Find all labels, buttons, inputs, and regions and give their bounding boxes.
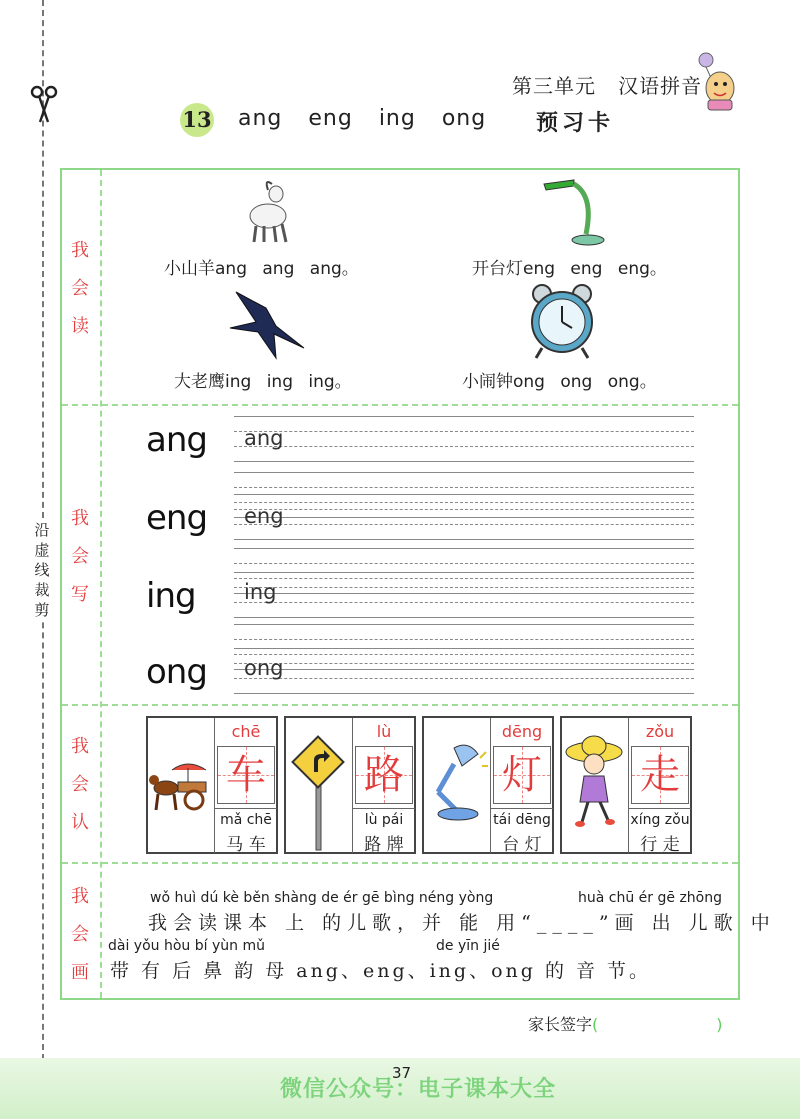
horse-cart-icon [148,718,214,852]
section-divider [62,404,738,406]
character-card [422,716,554,854]
instruction-line: 带 有 后 鼻 韵 母 ang、eng、ing、ong 的 音 节。 [110,960,652,982]
lesson-number: 13 [180,103,214,137]
char-pinyin: chē [231,722,261,741]
walking-girl-icon [562,718,628,852]
word-pinyin: mǎ chē [220,812,272,828]
writing-lines [234,416,694,462]
word: 马 车 [226,835,266,855]
scissors-icon [28,84,60,124]
writing-lines [234,494,694,540]
mascot-icon [694,50,740,112]
model-pinyin: ong [146,652,207,692]
model-pinyin: ang [146,420,207,460]
character: 灯 [502,752,542,798]
section-label-draw: 我 会 画 [71,886,89,983]
card-title: 预习卡 [536,111,615,136]
writing-lines [234,648,694,694]
word: 行 走 [640,835,680,855]
model-pinyin: ing [146,576,196,616]
character: 走 [640,752,680,798]
model-pinyin: eng [146,498,208,538]
cut-instruction: 沿 虚 线 裁 剪 [30,520,54,620]
pinyin-annotation: huà chū ér gē zhōng [578,890,722,906]
instruction-line: 我会读课本 上 的儿歌，并 能 用“____”画 出 儿歌 中 [148,912,776,934]
pinyin-annotation: de yīn jié [436,938,500,954]
read-item: 小山羊ang ang ang。 [164,259,359,279]
alarm-clock-icon [520,280,604,362]
read-item: 开台灯eng eng eng。 [472,259,667,279]
word: 路 牌 [364,835,404,855]
page-number: 37 [392,1064,412,1082]
goat-icon [242,178,298,246]
trace-pinyin: ing [244,580,277,604]
char-pinyin: lù [376,722,392,741]
lesson-title: ang eng ing ong [238,106,487,131]
section-label-recognize: 我 会 认 [71,736,89,833]
char-pinyin: dēng [501,722,543,741]
road-sign-icon [286,718,352,852]
read-item: 小闹钟ong ong ong。 [462,372,657,392]
trace-pinyin: eng [244,504,284,528]
footer-watermark: 微信公众号：电子课本大全 [280,1077,557,1102]
pinyin-annotation: dài yǒu hòu bí yùn mǔ [108,938,265,954]
word-pinyin: lù pái [364,812,404,828]
word: 台 灯 [502,835,542,855]
section-divider [62,704,738,706]
section-divider [62,862,738,864]
section-label-read: 我 会 读 [71,240,89,337]
section-label-write: 我 会 写 [71,508,89,605]
character-card [146,716,278,854]
parent-signature[interactable]: 家长签字( ) [528,1015,723,1034]
character: 路 [364,752,404,798]
writing-lines [234,572,694,618]
word-pinyin: tái dēng [493,812,551,828]
character: 车 [226,752,266,798]
trace-pinyin: ang [244,426,284,450]
lamp-icon [424,718,490,852]
character-card [284,716,416,854]
trace-pinyin: ong [244,656,284,680]
read-item: 大老鹰ing ing ing。 [174,372,352,392]
unit-title: 第三单元 汉语拼音 [512,74,703,98]
label-column-divider [100,170,102,998]
character-card [560,716,692,854]
word-pinyin: xíng zǒu [630,812,690,828]
pinyin-annotation: wǒ huì dú kè běn shàng de ér gē bìng néng yòng [150,890,494,906]
char-pinyin: zǒu [645,722,675,741]
eagle-icon [226,288,306,362]
desk-lamp-icon [540,176,606,248]
